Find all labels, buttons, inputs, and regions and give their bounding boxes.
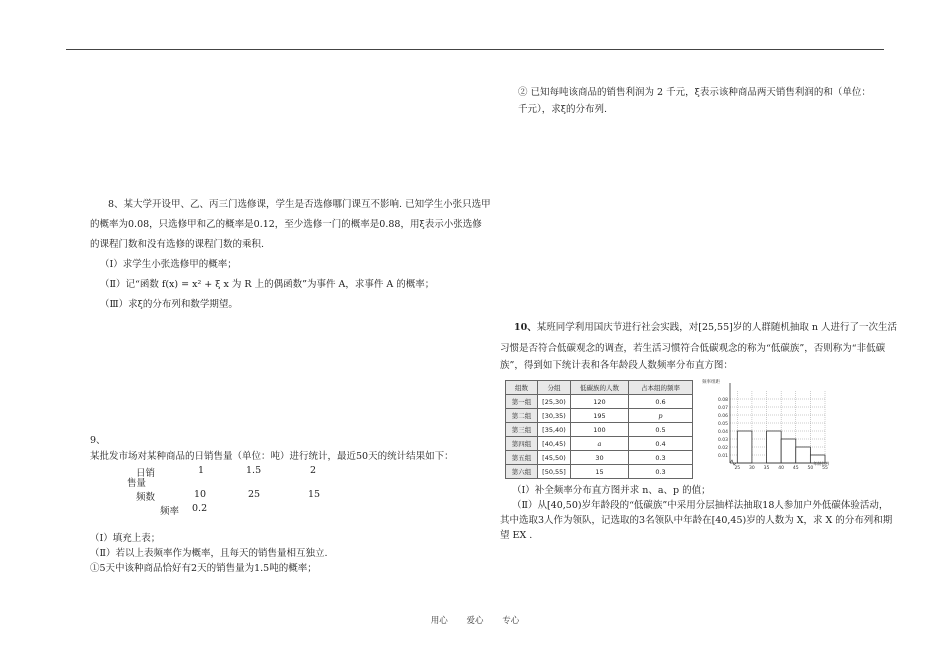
q10-part-2: （Ⅱ）从[40,50)岁年龄段的“低碳族”中采用分层抽样法抽取18人参加户外低碳体验活动，: [512, 500, 889, 511]
q9-cell: 25: [248, 489, 261, 500]
table-row: [506, 437, 693, 451]
q9-row-sales: [122, 465, 362, 479]
q9-part-2: （Ⅱ）若以上表频率作为概率，且每天的销售量相互独立.: [90, 548, 328, 559]
q9-cell: 1: [198, 465, 205, 476]
q9-cell: 10: [194, 489, 207, 500]
q8-part-1: （Ⅰ）求学生小张选修甲的概率；: [100, 259, 237, 270]
q10-stem-line: 习惯是否符合低碳观念的调查，若生活习惯符合低碳观念的称为“低碳族”，否则称为“非低碳: [500, 343, 886, 354]
table-cell: 100: [571, 423, 629, 437]
q10-stem-line: [500, 319, 900, 336]
q9-cell: 15: [308, 489, 321, 500]
table-cell: 195: [571, 409, 629, 423]
x-tick-label: 45: [792, 466, 799, 471]
q9-intro: 某批发市场对某种商品的日销售量（单位：吨）进行统计，最近50天的统计结果如下：: [90, 451, 454, 462]
q9-part-1: （Ⅰ）填充上表；: [90, 533, 161, 544]
histogram-bar: [781, 439, 796, 463]
q10-part-2: 望 EX .: [500, 530, 533, 541]
q9-parts: [90, 531, 327, 576]
x-tick-label: 40: [778, 466, 785, 471]
table-cell: 第一组: [506, 395, 538, 409]
q10-stats-table: [505, 380, 693, 479]
x-tick-label: 30: [749, 466, 755, 471]
table-header: 低碳族的人数: [571, 381, 629, 395]
table-cell: 0.3: [629, 465, 693, 479]
y-axis-title: 频率组距: [702, 380, 720, 385]
table-cell: 第五组: [506, 451, 538, 465]
q9-row-label: 频数: [136, 492, 156, 503]
table-cell: [40,45): [538, 437, 571, 451]
q9-cell: 1.5: [246, 465, 262, 476]
question-9: [90, 434, 510, 464]
q10-part-2: 其中选取3人作为领队，记选取的3名领队中年龄在[40,45)岁的人数为 X，求 X 的分布列和期: [500, 515, 893, 526]
q8-stem-line: 8、某大学开设甲、乙、丙三门选修课，学生是否选修哪门课互不影响. 已知学生小张只选甲: [108, 199, 491, 210]
table-row: [506, 465, 693, 479]
x-tick-label: 35: [763, 466, 770, 471]
footer-text: 爱心: [466, 616, 484, 626]
footer-text: 用心: [430, 616, 448, 626]
q8-stem-line: 的概率为0.08，只选修甲和乙的概率是0.12，至少选修一门的概率是0.88，用ξ表示小张选修: [90, 219, 482, 230]
table-cell: 0.6: [629, 395, 693, 409]
q10-stem-text: 某班同学利用国庆节进行社会实践，对[25,55]岁的人群随机抽取 n 人进行了一次生活: [536, 322, 898, 333]
q9-part-2-1: ①5天中该种商品恰好有2天的销售量为1.5吨的概率；: [90, 563, 317, 574]
q9-part2-line: 千元），求ξ的分布列.: [518, 104, 608, 115]
table-cell: 第四组: [506, 437, 538, 451]
y-tick-label: 0.01: [717, 453, 728, 459]
q9-row-freq: [122, 489, 362, 503]
table-cell: p: [629, 409, 693, 423]
table-cell: 0.5: [629, 423, 693, 437]
table-cell: [45,50): [538, 451, 571, 465]
table-cell: 120: [571, 395, 629, 409]
x-tick-label: 25: [734, 466, 741, 471]
histogram-bar: [737, 431, 752, 463]
q8-part-2: （Ⅱ）记“函数 f(x) = x² + ξ x 为 R 上的偶函数”为事件 A，求事件 A 的概率；: [100, 279, 435, 290]
q9-number: 9、: [90, 435, 106, 446]
table-cell: [30,35): [538, 409, 571, 423]
q9-row-label: 频率: [160, 506, 180, 517]
table-header: 组数: [506, 381, 538, 395]
q9-cell: 2: [310, 465, 317, 476]
table-cell: 第六组: [506, 465, 538, 479]
q10-stem-line: 族”，得到如下统计表和各年龄段人数频率分布直方图：: [500, 360, 733, 371]
q10-part-1: （Ⅰ）补全频率分布直方图并求 n、a、p 的值；: [512, 485, 711, 496]
x-tick-label: 50: [807, 466, 814, 471]
table-cell: 30: [571, 451, 629, 465]
q9-cell: 0.2: [192, 503, 208, 514]
table-cell: [50,55]: [538, 465, 571, 479]
table-cell: [25,30): [538, 395, 571, 409]
y-tick-label: 0.05: [717, 421, 728, 427]
table-header: 占本组的频率: [629, 381, 693, 395]
table-row: [506, 409, 693, 423]
q9-part2-line: ② 已知每吨该商品的销售利润为 2 千元，ξ表示该种商品两天销售利润的和（单位：: [518, 87, 871, 98]
footer-text: 专心: [502, 616, 520, 626]
q9-part-2: [518, 84, 898, 118]
header-rule: [66, 49, 884, 50]
x-axis-title: 年龄(岁): [813, 461, 829, 466]
table-cell: 第三组: [506, 423, 538, 437]
table-cell: 第二组: [506, 409, 538, 423]
histogram-bar: [767, 431, 782, 463]
table-cell: a: [571, 437, 629, 451]
table-row: [506, 395, 693, 409]
q10-number: 10、: [514, 322, 537, 333]
table-row: [506, 423, 693, 437]
table-header-row: [506, 381, 693, 395]
x-tick-label: 55: [822, 466, 828, 471]
table-cell: 0.3: [629, 451, 693, 465]
q8-stem-line: 的课程门数和没有选修的课程门数的乘积.: [90, 239, 265, 250]
table-row: [506, 451, 693, 465]
table-cell: 15: [571, 465, 629, 479]
histogram-bars: [737, 431, 825, 463]
question-8: [90, 195, 510, 315]
histogram-bar: [796, 447, 811, 463]
y-tick-label: 0.03: [717, 437, 728, 443]
table-cell: [35,40): [538, 423, 571, 437]
table-cell: 0.4: [629, 437, 693, 451]
q10-parts: [500, 483, 900, 543]
q9-row-sales-2: [122, 479, 362, 489]
y-tick-label: 0.08: [717, 397, 728, 403]
axis-break: [730, 460, 736, 465]
frequency-histogram: [700, 377, 830, 477]
page-footer: [0, 614, 950, 626]
y-tick-label: 0.06: [717, 413, 728, 419]
question-10: [500, 319, 900, 374]
q9-row-rate: [122, 503, 362, 517]
q9-sales-table: [122, 465, 362, 517]
q9-row-label: 售量: [127, 478, 147, 489]
y-tick-label: 0.02: [717, 445, 728, 451]
y-tick-label: 0.07: [717, 405, 728, 411]
y-tick-label: 0.04: [717, 429, 728, 435]
q9-row-label: 日销: [136, 468, 156, 479]
q8-part-3: （Ⅲ）求ξ的分布列和数学期望。: [100, 299, 238, 310]
table-header: 分组: [538, 381, 571, 395]
